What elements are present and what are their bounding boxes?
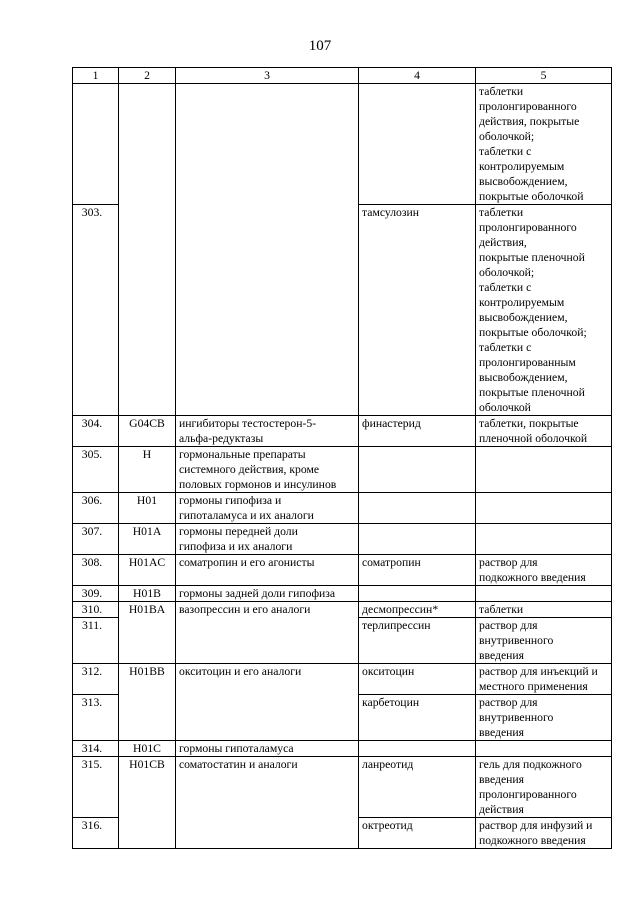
row-number: 316. xyxy=(73,818,119,849)
atc-code xyxy=(119,84,176,416)
column-header: 5 xyxy=(476,68,612,84)
atc-code: H01BB xyxy=(119,664,176,741)
dosage-forms: таблетки xyxy=(476,602,612,618)
pharmacological-group: гормоны передней доли гипофиза и их аналоги xyxy=(176,524,359,555)
dosage-forms: раствор для инфузий и подкожного введения xyxy=(476,818,612,849)
drug-name xyxy=(359,84,476,205)
table-row xyxy=(73,757,612,818)
row-number: 309. xyxy=(73,586,119,602)
table-row xyxy=(73,741,612,757)
dosage-forms: таблетки пролонгированного действия, покрытые оболочкой; таблетки с контролируемым высвобождением, покрытые оболочкой xyxy=(476,84,612,205)
drug-name: соматропин xyxy=(359,555,476,586)
atc-code: H01CB xyxy=(119,757,176,849)
atc-code: H01BA xyxy=(119,602,176,664)
row-number: 303. xyxy=(73,205,119,416)
row-number xyxy=(73,84,119,205)
table-row xyxy=(73,84,612,205)
table-row xyxy=(73,664,612,695)
page-number: 107 xyxy=(308,38,332,54)
pharmacological-group: соматропин и его агонисты xyxy=(176,555,359,586)
drug-name: окситоцин xyxy=(359,664,476,695)
table-row xyxy=(73,602,612,618)
drug-name xyxy=(359,524,476,555)
pharmacological-group: вазопрессин и его аналоги xyxy=(176,602,359,664)
row-number: 312. xyxy=(73,664,119,695)
atc-code: H01AC xyxy=(119,555,176,586)
dosage-forms: раствор для внутривенного введения xyxy=(476,618,612,664)
dosage-forms xyxy=(476,741,612,757)
row-number: 310. xyxy=(73,602,119,618)
column-header: 3 xyxy=(176,68,359,84)
atc-code: H01B xyxy=(119,586,176,602)
table-header-row xyxy=(73,68,612,84)
drug-name xyxy=(359,586,476,602)
table-row xyxy=(73,447,612,493)
dosage-forms xyxy=(476,524,612,555)
row-number: 308. xyxy=(73,555,119,586)
dosage-forms xyxy=(476,447,612,493)
pharmacological-group: соматостатин и аналоги xyxy=(176,757,359,849)
drug-name: ланреотид xyxy=(359,757,476,818)
atc-code: H01A xyxy=(119,524,176,555)
dosage-forms: раствор для подкожного введения xyxy=(476,555,612,586)
column-header: 1 xyxy=(73,68,119,84)
drug-name xyxy=(359,493,476,524)
drug-name: десмопрессин* xyxy=(359,602,476,618)
row-number: 314. xyxy=(73,741,119,757)
dosage-forms: раствор для инъекций и местного применения xyxy=(476,664,612,695)
atc-code: H01 xyxy=(119,493,176,524)
pharmacological-group: гормональные препараты системного действия, кроме половых гормонов и инсулинов xyxy=(176,447,359,493)
drug-name: октреотид xyxy=(359,818,476,849)
row-number: 306. xyxy=(73,493,119,524)
row-number: 311. xyxy=(73,618,119,664)
drug-name xyxy=(359,447,476,493)
atc-code: H xyxy=(119,447,176,493)
drug-name: карбетоцин xyxy=(359,695,476,741)
column-header: 2 xyxy=(119,68,176,84)
dosage-forms xyxy=(476,493,612,524)
row-number: 315. xyxy=(73,757,119,818)
dosage-forms: гель для подкожного введения пролонгированного действия xyxy=(476,757,612,818)
table-row xyxy=(73,586,612,602)
pharmacological-group: гормоны гипоталамуса xyxy=(176,741,359,757)
row-number: 305. xyxy=(73,447,119,493)
table-row xyxy=(73,524,612,555)
pharmacological-group: гормоны задней доли гипофиза xyxy=(176,586,359,602)
column-header: 4 xyxy=(359,68,476,84)
drug-name xyxy=(359,741,476,757)
row-number: 307. xyxy=(73,524,119,555)
pharmacological-group: гормоны гипофиза и гипоталамуса и их аналоги xyxy=(176,493,359,524)
atc-code: G04CB xyxy=(119,416,176,447)
table-row xyxy=(73,493,612,524)
table-row xyxy=(73,555,612,586)
pharmacological-group xyxy=(176,84,359,416)
dosage-forms xyxy=(476,586,612,602)
pharmacological-group: окситоцин и его аналоги xyxy=(176,664,359,741)
table-row xyxy=(73,416,612,447)
drug-name: терлипрессин xyxy=(359,618,476,664)
drug-name: тамсулозин xyxy=(359,205,476,416)
dosage-forms: таблетки пролонгированного действия, покрытые пленочной оболочкой; таблетки с контролируемым высвобождением, покрытые оболочкой; таблетки с пролонгированным высвобождением, покрытые пленочной оболочкой xyxy=(476,205,612,416)
drug-name: финастерид xyxy=(359,416,476,447)
atc-code: H01C xyxy=(119,741,176,757)
pharmacological-group: ингибиторы тестостерон-5- альфа-редуктазы xyxy=(176,416,359,447)
dosage-forms: таблетки, покрытые пленочной оболочкой xyxy=(476,416,612,447)
dosage-forms: раствор для внутривенного введения xyxy=(476,695,612,741)
row-number: 304. xyxy=(73,416,119,447)
drug-classification-table xyxy=(72,67,612,849)
row-number: 313. xyxy=(73,695,119,741)
